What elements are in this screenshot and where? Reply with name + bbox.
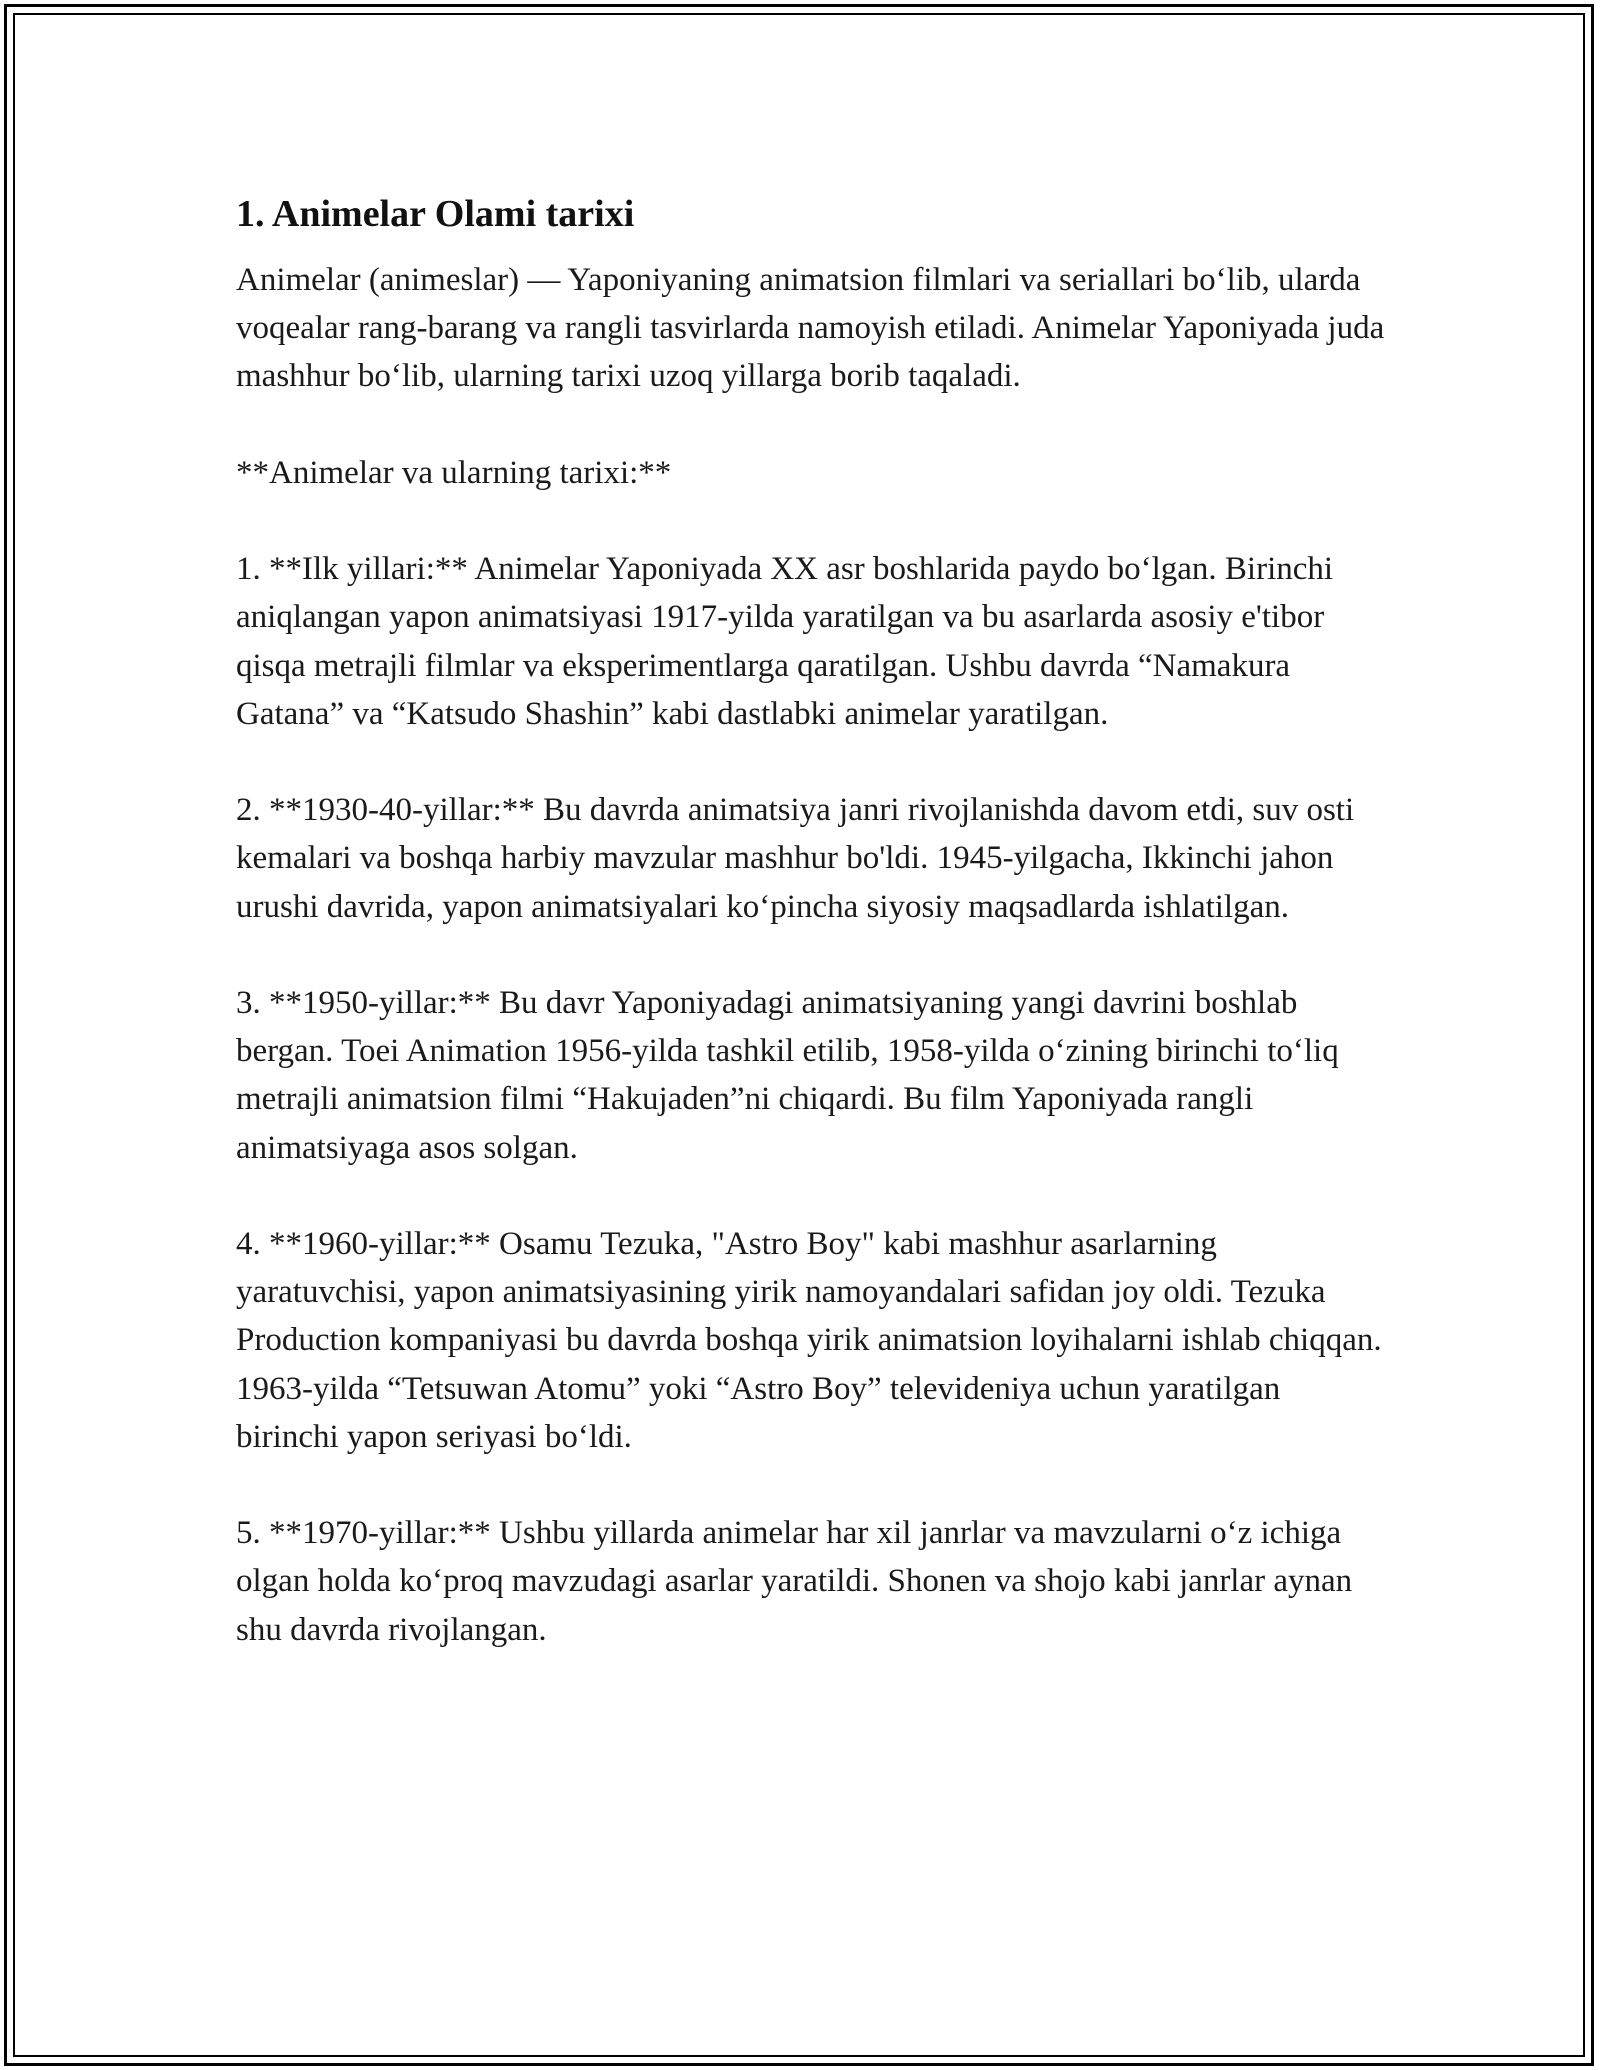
list-item-1950s: 3. **1950-yillar:** Bu davr Yaponiyadagi animatsiyaning yangi davrini boshlab bergan. Toei Animation 1956-yilda tashkil etilib, 1958-yilda o‘zining birinchi to‘liq metrajli animatsion filmi “Hakujaden”ni chiqardi. Bu film Yaponiyada rangli animatsiyaga asos solgan. (236, 984, 1339, 1166)
section-subheading: **Animelar va ularning tarixi:** (236, 454, 672, 491)
list-item-1970s: 5. **1970-yillar:** Ushbu yillarda animelar har xil janrlar va mavzularni o‘z ichiga olgan holda ko‘proq mavzudagi asarlar yaratildi. Shonen va shojo kabi janrlar aynan shu davrda rivojlangan. (236, 1515, 1353, 1648)
page-title: 1. Animelar Olami tarixi (236, 193, 635, 235)
list-item-1930s-40s: 2. **1930-40-yillar:** Bu davrda animatsiya janri rivojlanishda davom etdi, suv osti kemalari va boshqa harbiy mavzular mashhur bo'ldi. 1945-yilgacha, Ikkinchi jahon urushi davrida, yapon animatsiyalari ko‘pincha siyosiy maqsadlarda ishlatilgan. (236, 792, 1355, 925)
list-item-1960s: 4. **1960-yillar:** Osamu Tezuka, "Astro Boy" kabi mashhur asarlarning yaratuvchisi, yapon animatsiyasining yirik namoyandalari safidan joy oldi. Tezuka Production kompaniyasi bu davrda boshqa yirik animatsion loyihalarni ishlab chiqqan. 1963-yilda “Tetsuwan Atomu” yoki “Astro Boy” televideniya uchun yaratilgan birinchi yapon seriyasi bo‘ldi. (236, 1225, 1382, 1455)
intro-paragraph: Animelar (animeslar) — Yaponiyaning animatsion filmlari va seriallari bo‘lib, ularda voqealar rang-barang va rangli tasvirlarda namoyish etiladi. Animelar Yaponiyada juda mashhur bo‘lib, ularning tarixi uzoq yillarga borib taqaladi. (236, 262, 1385, 395)
list-item-early-years: 1. **Ilk yillari:** Animelar Yaponiyada XX asr boshlarida paydo bo‘lgan. Birinchi aniqlangan yapon animatsiyasi 1917-yilda yaratilgan va bu asarlarda asosiy e'tibor qisqa metrajli filmlar va eksperimentlarga qaratilgan. Ushbu davrda “Namakura Gatana” va “Katsudo Shashin” kabi dastlabki animelar yaratilgan. (236, 551, 1334, 732)
document-body (236, 186, 1386, 1702)
